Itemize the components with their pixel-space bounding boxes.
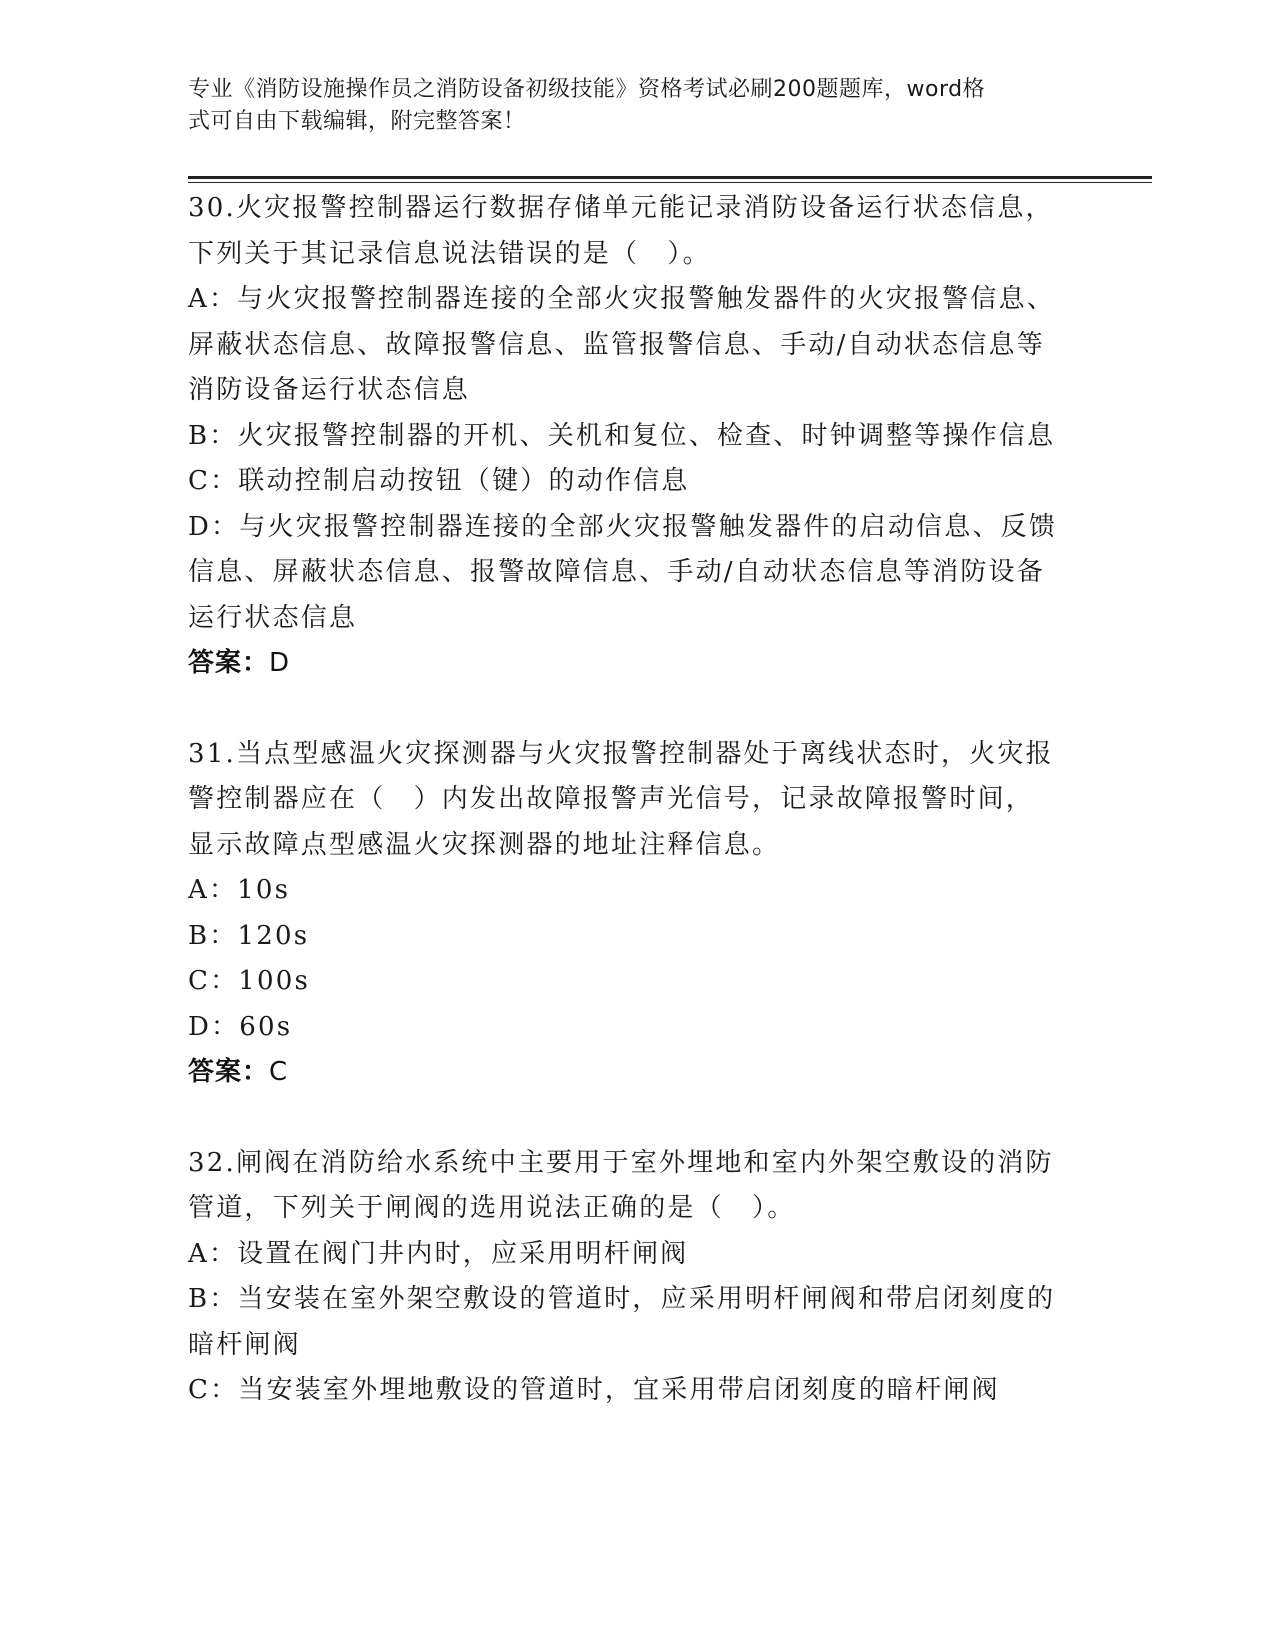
answer-line	[188, 641, 1088, 687]
header-line: 专业《消防设施操作员之消防设备初级技能》资格考试必刷200题题库，word格	[188, 77, 986, 102]
option-b-line: B：火灾报警控制器的开机、关机和复位、检查、时钟调整等操作信息	[188, 420, 1056, 451]
header-line: 式可自由下载编辑，附完整答案！	[188, 109, 526, 134]
question-32	[188, 1141, 1088, 1414]
question-stem-line: 30.火灾报警控制器运行数据存储单元能记录消防设备运行状态信息，	[188, 193, 1054, 223]
option-d-line: 信息、屏蔽状态信息、报警故障信息、手动/自动状态信息等消防设备	[188, 557, 1045, 587]
option-b-line: B：当安装在室外架空敷设的管道时，应采用明杆闸阀和带启闭刻度的	[188, 1284, 1056, 1314]
question-stem-line: 31.当点型感温火灾探测器与火灾报警控制器处于离线状态时，火灾报	[188, 738, 1054, 769]
option-c-line: C：当安装室外埋地敷设的管道时，宜采用带启闭刻度的暗杆闸阀	[188, 1375, 1000, 1405]
answer-value: D	[269, 648, 291, 678]
option-c-line: C：联动控制启动按钮（键）的动作信息	[188, 466, 690, 496]
option-a-line: 消防设备运行状态信息	[188, 375, 471, 405]
question-stem-line: 警控制器应在（ ）内发出故障报警声光信号，记录故障报警时间，	[188, 784, 1035, 814]
option-a-line: A：10s	[188, 875, 291, 905]
question-stem-line: 32.闸阀在消防给水系统中主要用于室外埋地和室内外架空敷设的消防	[188, 1147, 1054, 1178]
option-d-line: D：60s	[188, 1011, 293, 1042]
answer-label: 答案：	[188, 1057, 270, 1087]
question-list	[188, 186, 1088, 1414]
question-stem-line: 下列关于其记录信息说法错误的是（ ）。	[188, 238, 711, 269]
header-divider-thin	[188, 182, 1152, 183]
header-divider-thick	[188, 176, 1152, 179]
option-c-line: C：100s	[188, 966, 311, 996]
option-a-line: 屏蔽状态信息、故障报警信息、监管报警信息、手动/自动状态信息等	[188, 329, 1045, 360]
question-30	[188, 186, 1088, 687]
document-header	[188, 74, 1068, 138]
option-d-line: D：与火灾报警控制器连接的全部火灾报警触发器件的启动信息、反馈	[188, 511, 1058, 542]
question-stem-line: 管道，下列关于闸阀的选用说法正确的是（ ）。	[188, 1193, 796, 1223]
option-d-line: 运行状态信息	[188, 602, 358, 633]
answer-value: C	[269, 1057, 289, 1087]
question-stem-line: 显示故障点型感温火灾探测器的地址注释信息。	[188, 829, 781, 860]
question-31	[188, 732, 1088, 1096]
option-b-line: B：120s	[188, 920, 310, 951]
answer-label: 答案：	[188, 648, 270, 678]
answer-line	[188, 1050, 1088, 1096]
option-a-line: A：与火灾报警控制器连接的全部火灾报警触发器件的火灾报警信息、	[188, 284, 1055, 314]
option-a-line: A：设置在阀门井内时，应采用明杆闸阀	[188, 1238, 689, 1269]
option-b-line: 暗杆闸阀	[188, 1329, 301, 1360]
